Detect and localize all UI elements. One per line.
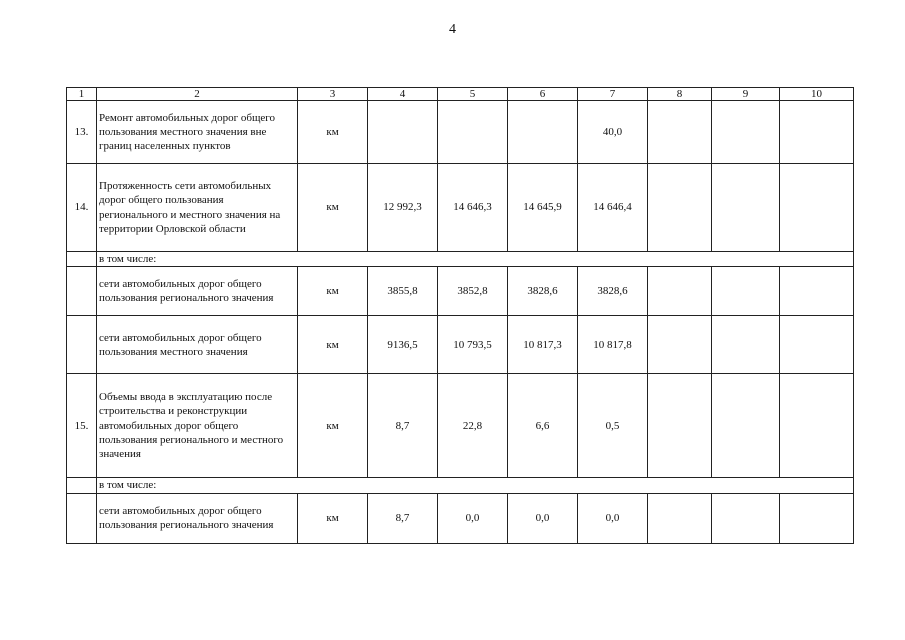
value-cell: 14 646,3 — [438, 164, 508, 252]
row-number: 14. — [67, 164, 97, 252]
value-cell: 40,0 — [578, 101, 648, 164]
table-row — [67, 316, 854, 374]
column-header: 7 — [578, 88, 648, 101]
subheading-row — [67, 252, 854, 267]
value-cell — [780, 316, 854, 374]
value-cell: 0,0 — [508, 493, 578, 543]
row-number: 13. — [67, 101, 97, 164]
indicator-name: сети автомобильных дорог общего пользования регионального значения — [97, 493, 298, 543]
value-cell — [438, 101, 508, 164]
value-cell: 8,7 — [368, 374, 438, 478]
value-cell: 8,7 — [368, 493, 438, 543]
value-cell: 0,5 — [578, 374, 648, 478]
indicator-name: сети автомобильных дорог общего пользования местного значения — [97, 316, 298, 374]
row-number — [67, 316, 97, 374]
subheading-label: в том числе: — [97, 252, 854, 267]
table-row — [67, 164, 854, 252]
value-cell: 14 646,4 — [578, 164, 648, 252]
value-cell: 10 817,3 — [508, 316, 578, 374]
value-cell — [648, 493, 712, 543]
value-cell — [712, 493, 780, 543]
unit-cell: км — [298, 101, 368, 164]
value-cell: 3828,6 — [578, 267, 648, 316]
value-cell: 9136,5 — [368, 316, 438, 374]
indicators-table — [66, 87, 854, 544]
value-cell: 22,8 — [438, 374, 508, 478]
value-cell — [368, 101, 438, 164]
value-cell — [712, 374, 780, 478]
value-cell: 10 793,5 — [438, 316, 508, 374]
value-cell: 0,0 — [438, 493, 508, 543]
subheading-label: в том числе: — [97, 478, 854, 493]
unit-cell: км — [298, 316, 368, 374]
value-cell: 10 817,8 — [578, 316, 648, 374]
column-header: 4 — [368, 88, 438, 101]
value-cell — [712, 267, 780, 316]
row-number: 15. — [67, 374, 97, 478]
value-cell: 14 645,9 — [508, 164, 578, 252]
row-number — [67, 478, 97, 493]
unit-cell: км — [298, 164, 368, 252]
value-cell — [648, 101, 712, 164]
page-number: 4 — [449, 22, 456, 37]
row-number — [67, 493, 97, 543]
table-row — [67, 267, 854, 316]
value-cell: 3852,8 — [438, 267, 508, 316]
value-cell: 6,6 — [508, 374, 578, 478]
value-cell — [648, 267, 712, 316]
value-cell — [780, 374, 854, 478]
value-cell: 12 992,3 — [368, 164, 438, 252]
value-cell — [712, 316, 780, 374]
value-cell — [648, 374, 712, 478]
table-row — [67, 374, 854, 478]
column-header: 1 — [67, 88, 97, 101]
column-header: 10 — [780, 88, 854, 101]
row-number — [67, 267, 97, 316]
table-row — [67, 493, 854, 543]
value-cell: 3855,8 — [368, 267, 438, 316]
indicator-name: сети автомобильных дорог общего пользования регионального значения — [97, 267, 298, 316]
value-cell — [712, 101, 780, 164]
header-row — [67, 88, 854, 101]
subheading-row — [67, 478, 854, 493]
column-header: 3 — [298, 88, 368, 101]
indicator-name: Протяженность сети автомобильных дорог общего пользования регионального и местного значения на территории Орловской области — [97, 164, 298, 252]
column-header: 6 — [508, 88, 578, 101]
value-cell — [780, 493, 854, 543]
indicator-name: Ремонт автомобильных дорог общего пользования местного значения вне границ населенных пунктов — [97, 101, 298, 164]
unit-cell: км — [298, 374, 368, 478]
row-number — [67, 252, 97, 267]
value-cell — [780, 164, 854, 252]
column-header: 5 — [438, 88, 508, 101]
value-cell — [648, 316, 712, 374]
column-header: 2 — [97, 88, 298, 101]
value-cell — [648, 164, 712, 252]
column-header: 8 — [648, 88, 712, 101]
unit-cell: км — [298, 267, 368, 316]
value-cell — [780, 267, 854, 316]
table-row — [67, 101, 854, 164]
value-cell — [780, 101, 854, 164]
value-cell — [712, 164, 780, 252]
value-cell — [508, 101, 578, 164]
indicator-name: Объемы ввода в эксплуатацию после строительства и реконструкции автомобильных дорог общего пользования регионального и местного значения — [97, 374, 298, 478]
unit-cell: км — [298, 493, 368, 543]
column-header: 9 — [712, 88, 780, 101]
value-cell: 0,0 — [578, 493, 648, 543]
value-cell: 3828,6 — [508, 267, 578, 316]
